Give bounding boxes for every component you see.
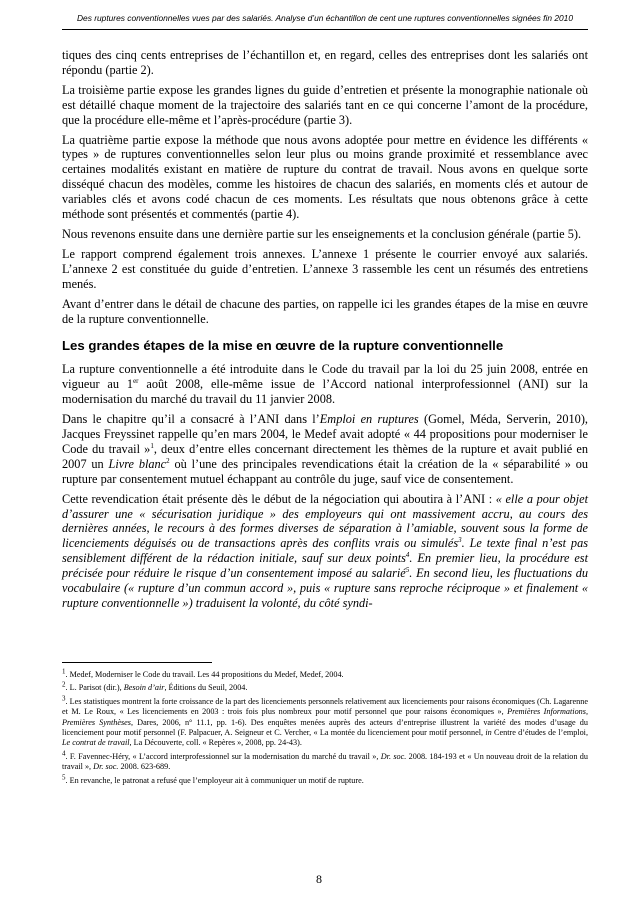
paragraph: Nous revenons ensuite dans une dernière partie sur les enseignements et la conclusion générale (partie 5). [62, 226, 582, 241]
footnote-ref[interactable]: 4 [405, 551, 410, 560]
footnote-ref[interactable]: 2 [166, 456, 170, 465]
paragraph: La rupture conventionnelle a été introduite dans le Code du travail par la loi du 25 juin 2008, entrée en vigueur au 1er août 2008, elle-même issue de l’Accord national interprofessionnel (ANI) sur la modernisation du marché du travail du 11 janvier 2008. [62, 362, 589, 407]
section-heading: Les grandes étapes de la mise en œuvre de la rupture conventionnelle [62, 338, 504, 354]
footnote: $^3$. Les statistiques montrent la forte croissance de la part des licenciements personnels relativement aux licenciements pour raisons économiques (Ch. Lagarenne et M. Le Roux, « Les licenciements en 2003 : trois fois plus nombreux pour motif personnel que pour raisons économiques », Premières Informations, Premières Synthèses, Dares, 2006, n° 11.1, pp. 1-6). Des enquêtes menées auprès des acteurs d’entreprise illustrent la variété des modes d’usage du licenciement pour motif personnel (F. Palpacuer, A. Seigneur et C. Vercher, « La montée du licenciement pour motif personnel, in Centre d’études de l’emploi, Le contrat de travail, La Découverte, coll. « Repères », 2008, pp. 24-43). [62, 694, 588, 748]
ordinal-superscript: er [133, 377, 139, 386]
paragraph: Le rapport comprend également trois annexes. L’annexe 1 présente le courrier envoyé aux salariés. L’annexe 2 est constituée du guide d’entretien. L’annexe 3 rassemble les cent un résumés des entretiens menés. [62, 246, 588, 291]
footnote: $^1$. Medef, Moderniser le Code du travail. Les 44 propositions du Medef, Medef, 2004. [62, 667, 344, 679]
footnote-separator [62, 662, 212, 663]
paragraph: La quatrième partie expose la méthode que nous avons adoptée pour mettre en évidence les différents « types » de ruptures conventionnelles selon leur plus ou moins grande proximité et ressemblance avec certaines modalités existant en matière de rupture du contrat de travail. Nous avons en quelque sorte disséqué chacun des modèles, comme les histoires de chacun des salariés, en moments clés et autour de variables clés et avons codé chacun de ces moments. Les résultats que nous obtenons grâce à cette méthode sont présentés et commentés (partie 4). [62, 132, 588, 222]
paragraph: Dans le chapitre qu’il a consacré à l’ANI dans l’Emploi en ruptures (Gomel, Méda, Serverin, 2010), Jacques Freyssinet rappelle qu’en mars 2004, le Medef avait adopté « 44 propositions pour moderniser le Code du travail »$^1$, deux d’entre elles concernant directement les thèmes de la rupture et avait publié en 2007 un Livre blanc$^2$ où l’une des principales revendications était la création de la « séparabilité » ou rupture par consentement mutuel échappant au contrôle du juge, sauf vice de consentement. [62, 412, 589, 486]
paragraph: tiques des cinq cents entreprises de l’échantillon et, en regard, celles des entreprises dont les salariés ont répondu (partie 2). [62, 48, 588, 77]
footnote-ref[interactable]: 3 [458, 536, 462, 545]
book-title: Livre blanc [108, 456, 167, 471]
quotation: « elle a pour objet d’assurer une « sécurisation juridique » des employeurs qui ont massivement accru, au cours des dernières années, le recours à des formes diverses de séparation à l’amiable, souvent sous la forme de licenciements déguisés ou de transactions après des conflits vrais ou simulés$^3$. Le texte final n’est pas sensiblement différent de la rédaction initiale, sauf sur deux points$^4$. En premier lieu, la procédure est précisée pour réduire le risque d’un consentement imposé au salarié$^5$. En second lieu, les fluctuations du vocabulaire (« rupture d’un commun accord », puis « rupture sans reproche réciproque » et finalement « rupture conventionnelle ») traduisent la volonté, du côté syndi- [62, 491, 589, 610]
footnotes [62, 667, 588, 789]
paragraph: Cette revendication était présente dès le début de la négociation qui aboutira à l’ANI : « elle a pour objet d’assurer une « sécurisation juridique » des employeurs qui ont massivement accru, au cours des dernières années, le recours à des formes diverses de séparation à l’amiable, souvent sous la forme de licenciements déguisés ou de transactions après des conflits vrais ou simulés$^3$. Le texte final n’est pas sensiblement différent de la rédaction initiale, sauf sur deux points$^4$. En premier lieu, la procédure est précisée pour réduire le risque d’un consentement imposé au salarié$^5$. En second lieu, les fluctuations du vocabulaire (« rupture d’un commun accord », puis « rupture sans reproche réciproque » et finalement « rupture conventionnelle ») traduisent la volonté, du côté syndi- [62, 491, 589, 610]
footnote: $^5$. En revanche, le patronat a refusé que l’employeur ait à communiquer un motif de rupture. [62, 772, 364, 785]
book-title: Emploi en ruptures [319, 412, 419, 427]
page-number: 8 [316, 872, 322, 886]
paragraph: Avant d’entrer dans le détail de chacune des parties, on rappelle ici les grandes étapes de la mise en œuvre de la rupture conventionnelle. [62, 296, 588, 326]
paragraph: La troisième partie expose les grandes lignes du guide d’entretien et présente la monographie nationale où est détaillé chaque moment de la trajectoire des salariés tant en ce qui concerne l’amont de la procédure, que la procédure elle-même et l’après-procédure (partie 3). [62, 82, 588, 127]
footnote-ref[interactable]: 5 [405, 566, 410, 575]
footnote: $^2$. L. Parisot (dir.), Besoin d’air, Éditions du Seuil, 2004. [62, 680, 248, 693]
footnote: $^4$. F. Favennec-Héry, « L’accord interprofessionnel sur la modernisation du marché du travail », Dr. soc. 2008. 184-193 et « Un nouveau droit de la relation du travail », Dr. soc. 2008. 623-689. [62, 749, 588, 772]
footnote-ref[interactable]: 1 [150, 441, 154, 450]
running-header: Des ruptures conventionnelles vues par des salariés. Analyse d’un échantillon de cent une ruptures conventionnelles signées fin 2010 [62, 12, 588, 30]
body-text [62, 48, 588, 616]
